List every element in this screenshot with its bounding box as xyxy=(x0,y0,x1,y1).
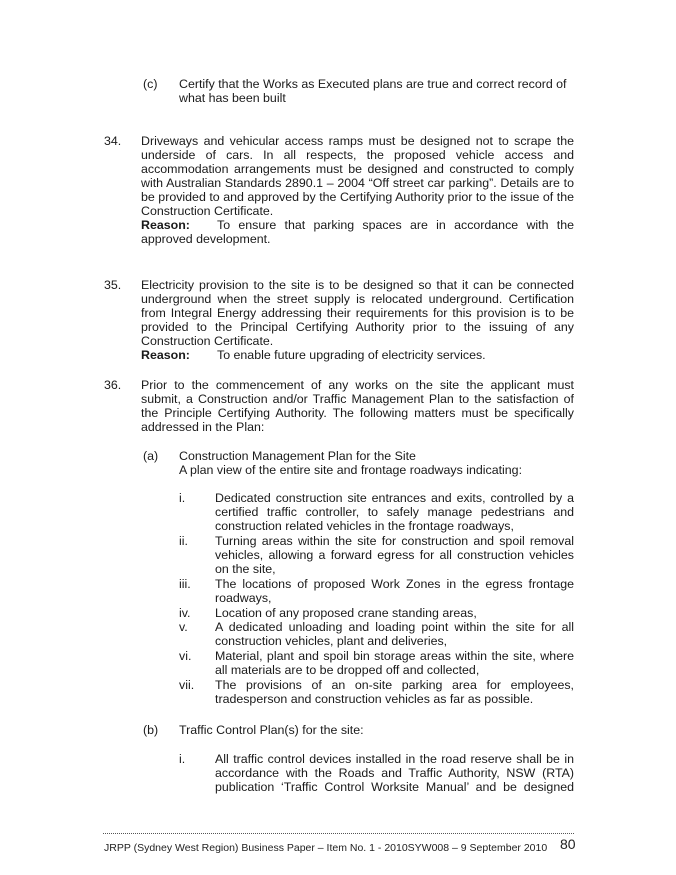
item-34-reason-text: To ensure that parking spaces are in accordance with the approved development. xyxy=(141,218,574,246)
subitem-a1-number: i. xyxy=(179,491,186,505)
item-36-number: 36. xyxy=(104,378,122,392)
item-36a-title: Construction Management Plan for the Site xyxy=(179,449,416,463)
item-36b-title: Traffic Control Plan(s) for the site: xyxy=(179,723,364,737)
subitem-a5-number: v. xyxy=(179,620,188,634)
subitem-a3-number: iii. xyxy=(179,577,191,591)
item-34-number: 34. xyxy=(104,134,122,148)
item-34-reason-label: Reason: xyxy=(141,218,190,232)
subitem-a7-number: vii. xyxy=(179,678,195,692)
item-36b-label: (b) xyxy=(143,723,159,737)
subitem-a1-text: Dedicated construction site entrances and exits, controlled by a certified traffic controller, to safely manage pedestrians and construction related vehicles in the frontage roadways, xyxy=(215,491,574,533)
item-34-reason xyxy=(141,218,574,248)
subitem-a2-text: Turning areas within the site for construction and spoil removal vehicles, allowing a forward egress for all construction vehicles on the site, xyxy=(215,534,574,576)
subitem-a6-number: vi. xyxy=(179,649,192,663)
item-36a-intro: A plan view of the entire site and frontage roadways indicating: xyxy=(179,463,523,477)
item-35-reason-text: To enable future upgrading of electricity services. xyxy=(217,348,486,362)
item-c-text: Certify that the Works as Executed plans are true and correct record of what has been built xyxy=(179,77,567,105)
item-35-reason-label: Reason: xyxy=(141,348,190,362)
item-36-text: Prior to the commencement of any works on the site the applicant must submit, a Construction and/or Traffic Management Plan to the satisfaction of the Principle Certifying Authority. The following matters must be specifically addressed in the Plan: xyxy=(141,378,574,434)
item-36a-label: (a) xyxy=(143,449,159,463)
subitem-b1-text: All traffic control devices installed in the road reserve shall be in accordance with the Roads and Traffic Authority, NSW (RTA) publication ‘Traffic Control Worksite Manual’ and be designed xyxy=(215,752,574,794)
subitem-a4-text: Location of any proposed crane standing areas, xyxy=(215,606,477,620)
subitem-a4-number: iv. xyxy=(179,606,191,620)
subitem-a3-text: The locations of proposed Work Zones in the egress frontage roadways, xyxy=(215,577,574,605)
subitem-a2-number: ii. xyxy=(179,534,188,548)
footer-divider xyxy=(103,833,574,834)
page-number: 80 xyxy=(560,836,576,852)
item-35-reason xyxy=(141,348,574,364)
subitem-a7-text: The provisions of an on-site parking area for employees, tradesperson and construction vehicles as far as possible. xyxy=(215,678,574,706)
subitem-a5-text: A dedicated unloading and loading point within the site for all construction vehicles, plant and deliveries, xyxy=(215,620,574,648)
footer-text: JRPP (Sydney West Region) Business Paper – Item No. 1 - 2010SYW008 – 9 September 2010 xyxy=(104,842,548,854)
item-c-label: (c) xyxy=(143,77,158,91)
item-34-text: Driveways and vehicular access ramps must be designed not to scrape the underside of cars. In all respects, the proposed vehicle access and accommodation arrangements must be designed and constructed to comply with Australian Standards 2890.1 – 2004 “Off street car parking”. Details are to be provided to and approved by the Certifying Authority prior to the issue of the Construction Certificate. xyxy=(141,134,574,218)
item-35-text: Electricity provision to the site is to be designed so that it can be connected underground when the street supply is relocated underground. Certification from Integral Energy addressing their requirements for this provision is to be provided to the Principal Certifying Authority prior to the issuing of any Construction Certificate. xyxy=(141,278,574,348)
subitem-a6-text: Material, plant and spoil bin storage areas within the site, where all materials are to be dropped off and collected, xyxy=(215,649,574,677)
subitem-b1-number: i. xyxy=(179,752,186,766)
item-35-number: 35. xyxy=(104,278,122,292)
